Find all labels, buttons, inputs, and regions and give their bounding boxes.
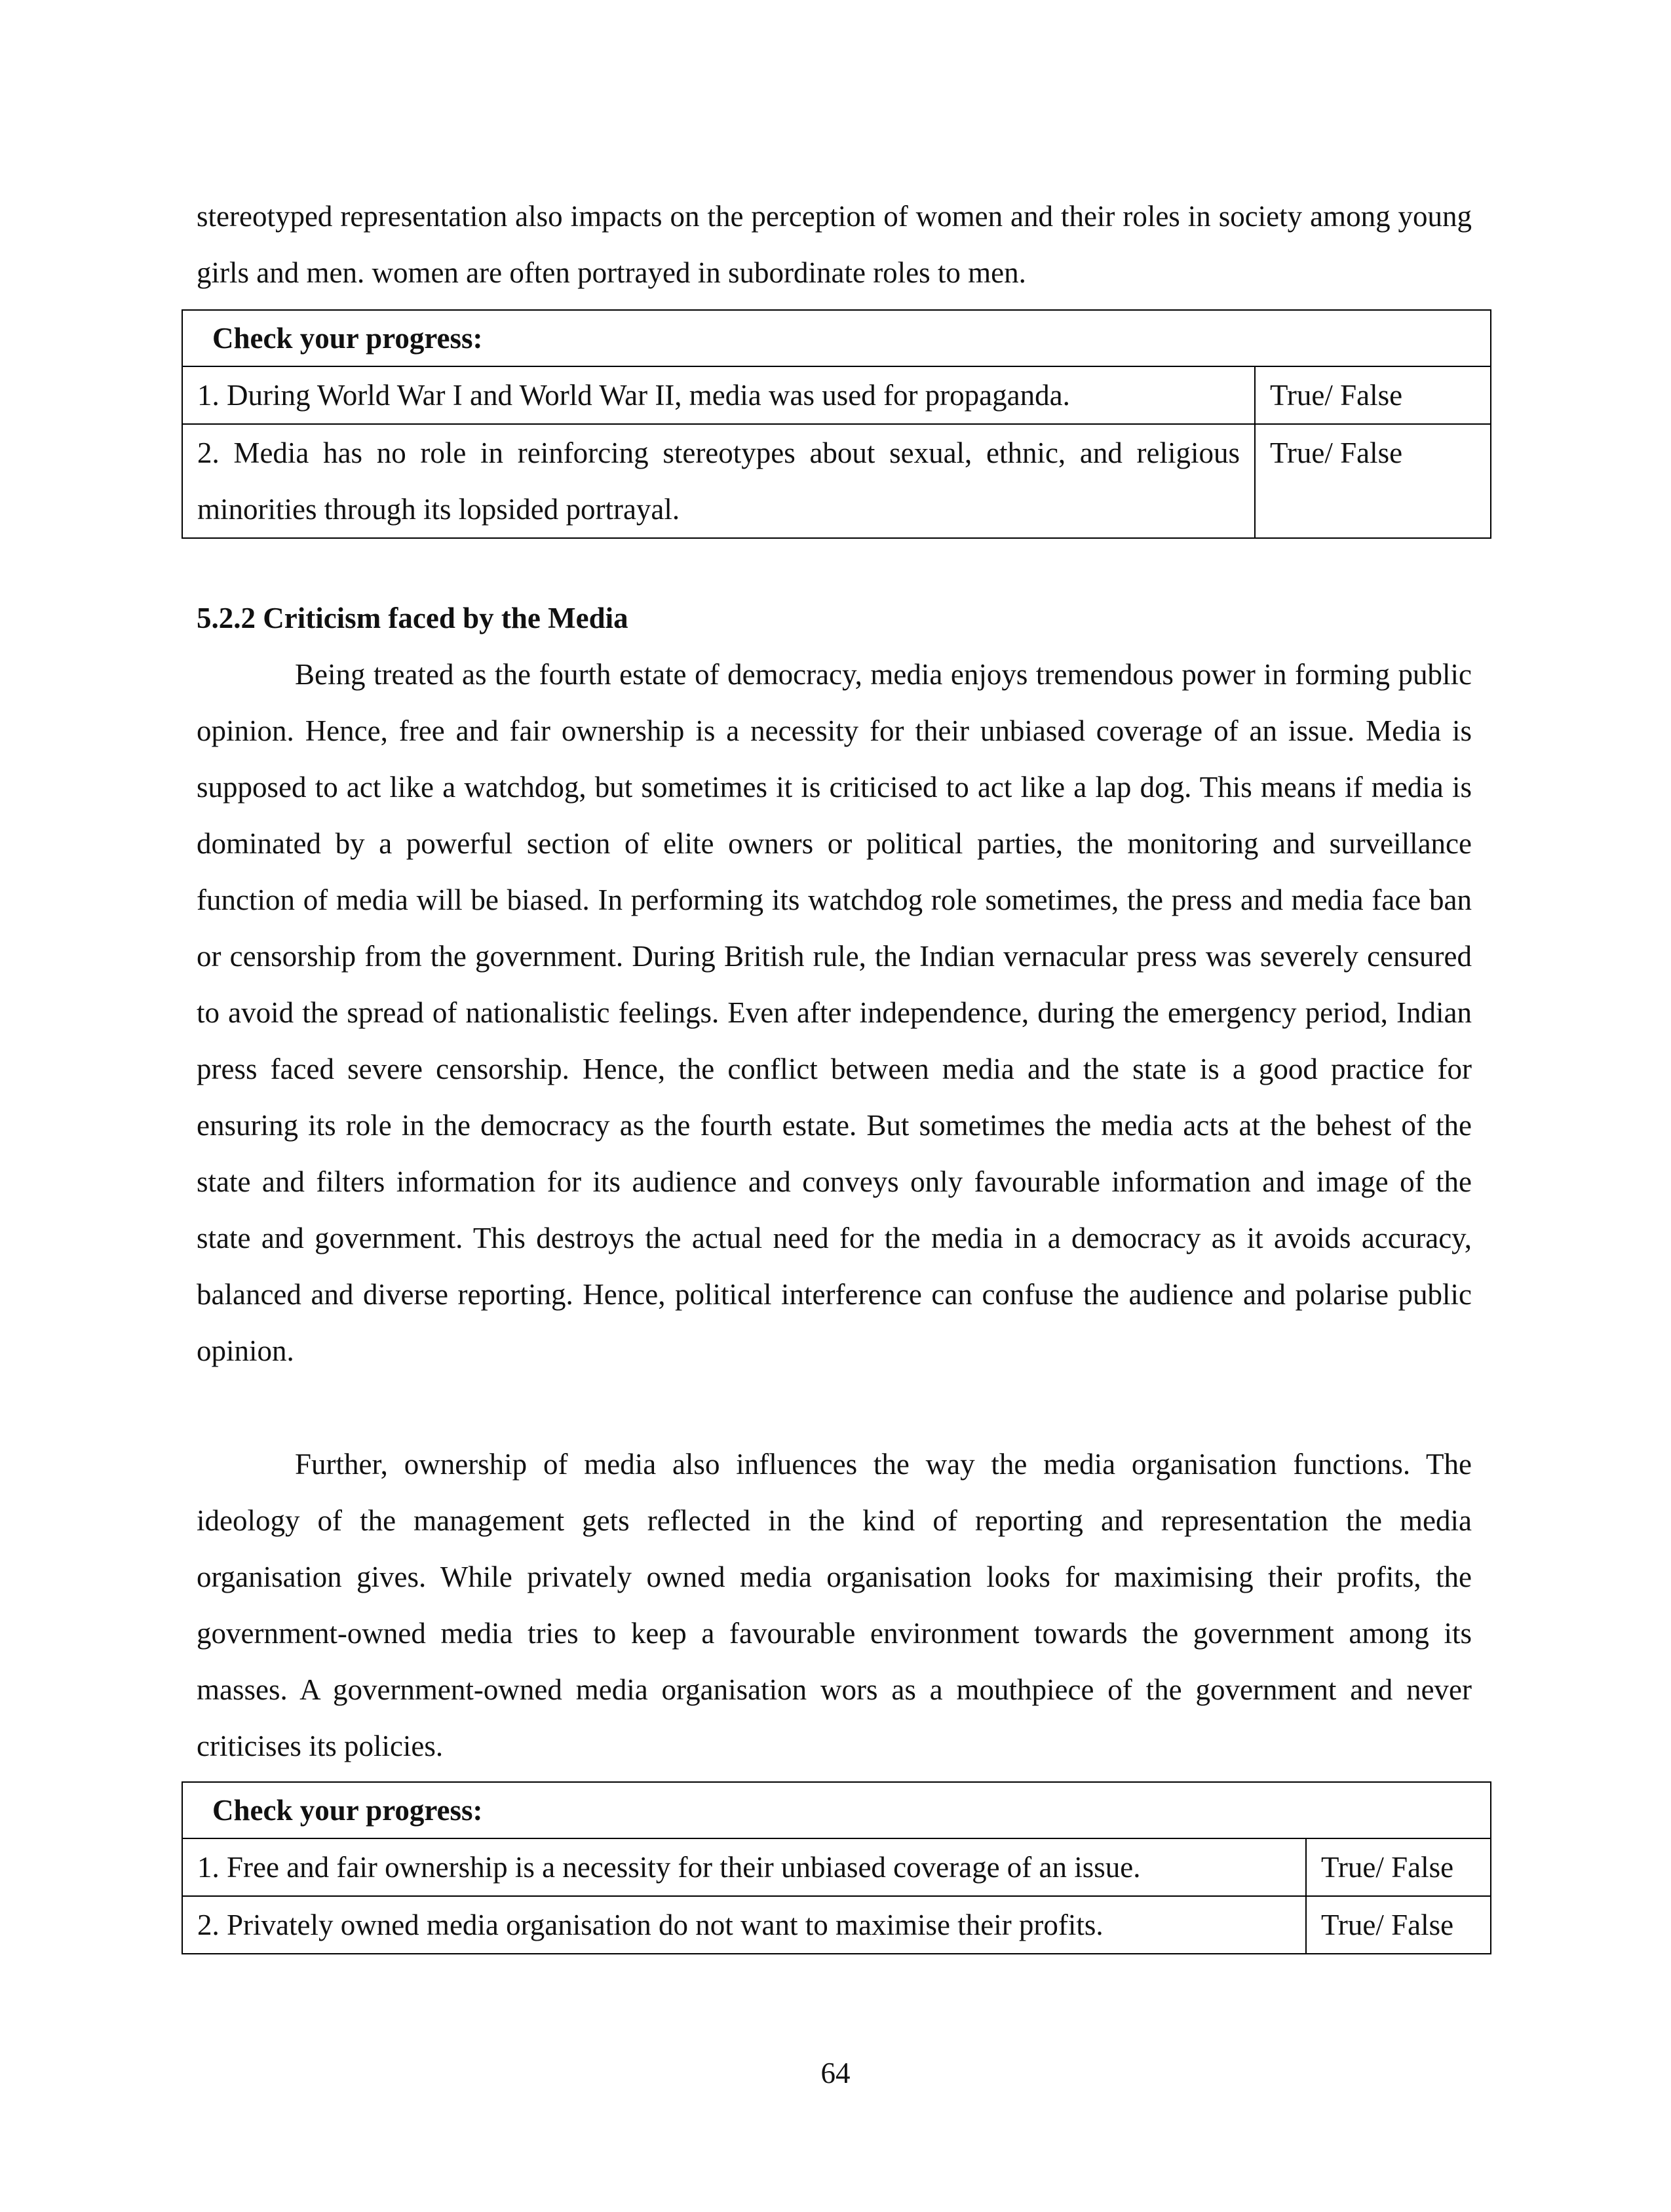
true-false-answer: True/ False	[1306, 1896, 1491, 1954]
intro-paragraph: stereotyped representation also impacts on the perception of women and their roles in society among young girls and men. women are often portrayed in subordinate roles to men.	[197, 200, 1472, 289]
check-progress-header-row	[182, 310, 1491, 366]
body-paragraph: Further, ownership of media also influences the way the media organisation functions. The ideology of the management gets reflected in the kind of reporting and representation the media organisation gives. While privately owned media organisation looks for maximising their profits, the government-owned media tries to keep a favourable environment towards the government among its masses. A government-owned media organisation wors as a mouthpiece of the government and never criticises its policies.	[197, 1448, 1472, 1762]
check-progress-header-row	[182, 1782, 1491, 1838]
question-text: 2. Privately owned media organisation do not want to maximise their profits.	[182, 1896, 1306, 1954]
check-progress-heading: Check your progress:	[182, 310, 1491, 366]
body-paragraph: Being treated as the fourth estate of democracy, media enjoys tremendous power in forming public opinion. Hence, free and fair ownership is a necessity for their unbiased coverage of an issue. Media is supposed to act like a watchdog, but sometimes it is criticised to act like a lap dog. This means if media is dominated by a powerful section of elite owners or political parties, the monitoring and surveillance function of media will be biased. In performing its watchdog role sometimes, the press and media face ban or censorship from the government. During British rule, the Indian vernacular press was severely censured to avoid the spread of nationalistic feelings. Even after independence, during the emergency period, Indian press faced severe censorship. Hence, the conflict between media and the state is a good practice for ensuring its role in the democracy as the fourth estate. But sometimes the media acts at the behest of the state and filters information for its audience and conveys only favourable information and image of the state and government. This destroys the actual need for the media in a democracy as it avoids accuracy, balanced and diverse reporting. Hence, political interference can confuse the audience and polarise public opinion.	[197, 658, 1472, 1367]
question-text: 1. During World War I and World War II, media was used for propaganda.	[182, 366, 1255, 424]
question-row	[182, 1896, 1491, 1954]
question-text: 2. Media has no role in reinforcing stereotypes about sexual, ethnic, and religious minorities through its lopsided portrayal.	[182, 424, 1255, 538]
question-row	[182, 424, 1491, 538]
true-false-answer: True/ False	[1255, 366, 1491, 424]
question-row	[182, 366, 1491, 424]
check-progress-table-2	[182, 1781, 1491, 1954]
question-row	[182, 1838, 1491, 1896]
question-text: 1. Free and fair ownership is a necessity for their unbiased coverage of an issue.	[182, 1838, 1306, 1896]
section-heading: 5.2.2 Criticism faced by the Media	[197, 602, 628, 634]
true-false-answer: True/ False	[1306, 1838, 1491, 1896]
page-number: 64	[820, 2057, 851, 2089]
check-progress-heading: Check your progress:	[182, 1782, 1491, 1838]
check-progress-table-1	[182, 309, 1491, 539]
true-false-answer: True/ False	[1255, 424, 1491, 538]
